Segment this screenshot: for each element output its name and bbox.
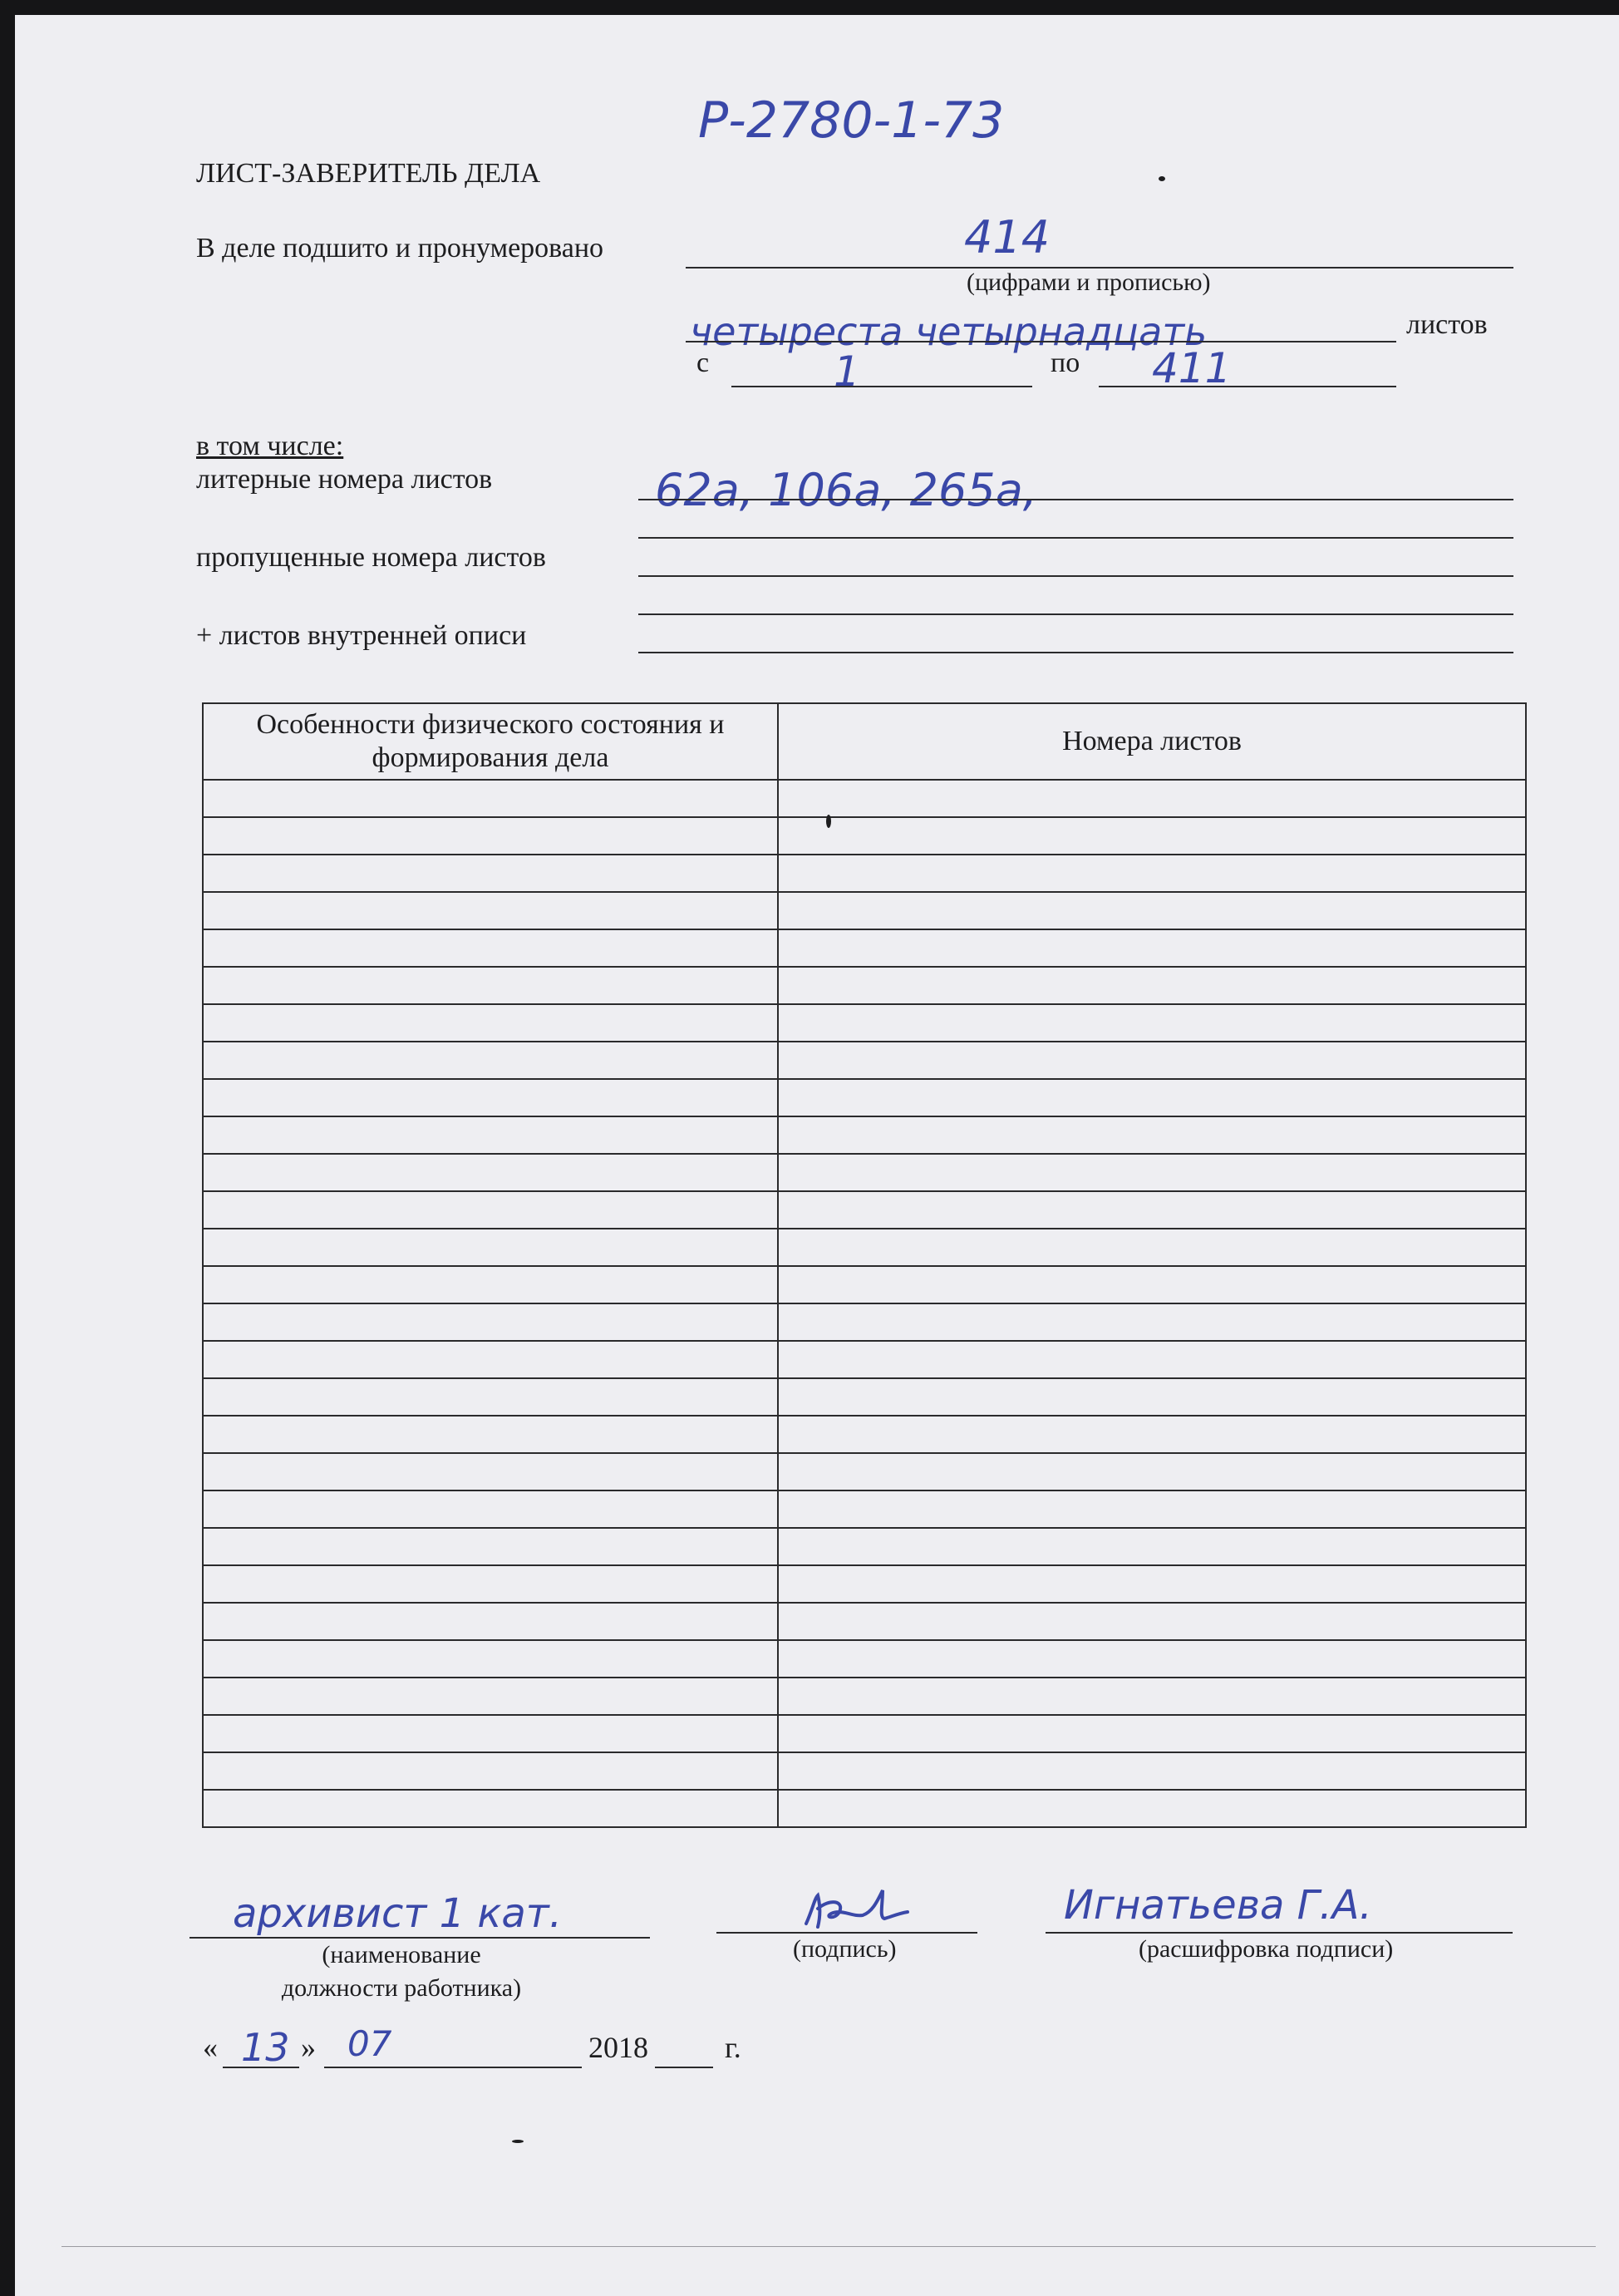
- archive-code: Р-2780-1-73: [698, 91, 1005, 150]
- table-cell-feature: [203, 780, 778, 817]
- table-cell-feature: [203, 1004, 778, 1042]
- ink-speck: [512, 2140, 524, 2143]
- to-value: 411: [1152, 344, 1232, 392]
- date-month: 07: [347, 2023, 392, 2064]
- table-row: [203, 1266, 1526, 1303]
- date-year-line: [655, 2067, 713, 2068]
- table-cell-sheets: [778, 1490, 1526, 1528]
- letter-sheets-value: 62а, 106а, 265а,: [655, 464, 1037, 516]
- letter-sheets-label: литерные номера листов: [196, 464, 493, 495]
- page-title: ЛИСТ-ЗАВЕРИТЕЛЬ ДЕЛА: [196, 158, 541, 189]
- table-row: [203, 1378, 1526, 1416]
- table-cell-sheets: [778, 1528, 1526, 1565]
- table-cell-feature: [203, 1715, 778, 1752]
- date-day-line: [223, 2067, 299, 2068]
- table-cell-sheets: [778, 1229, 1526, 1266]
- table-cell-sheets: [778, 967, 1526, 1004]
- from-label: с: [696, 347, 710, 378]
- table-cell-feature: [203, 967, 778, 1004]
- name-line: [1046, 1932, 1513, 1934]
- table-cell-sheets: [778, 1715, 1526, 1752]
- table-cell-feature: [203, 1640, 778, 1678]
- table-cell-sheets: [778, 1453, 1526, 1490]
- count-hint: (цифрами и прописью): [967, 269, 1211, 296]
- from-line: [731, 386, 1032, 387]
- to-line: [1099, 386, 1396, 387]
- table-cell-feature: [203, 1416, 778, 1453]
- table-row: [203, 1303, 1526, 1341]
- name-label: (расшифровка подписи): [1139, 1935, 1394, 1963]
- date-close-quote: »: [301, 2031, 316, 2064]
- missing-line-2: [638, 613, 1513, 615]
- table-row: [203, 1490, 1526, 1528]
- table-row: [203, 855, 1526, 892]
- table-row: [203, 1603, 1526, 1640]
- table-cell-feature: [203, 855, 778, 892]
- including-label: в том числе:: [196, 431, 344, 461]
- table-cell-sheets: [778, 855, 1526, 892]
- position-label: (наименование должности работника): [281, 1941, 522, 2002]
- table-cell-sheets: [778, 1603, 1526, 1640]
- bottom-rule: [62, 2246, 1596, 2247]
- table-row: [203, 1752, 1526, 1790]
- table-cell-sheets: [778, 1416, 1526, 1453]
- table-cell-sheets: [778, 780, 1526, 817]
- table-row: [203, 1565, 1526, 1603]
- table-row: [203, 1079, 1526, 1116]
- table-cell-feature: [203, 892, 778, 929]
- count-label: В деле подшито и пронумеровано: [196, 233, 604, 264]
- table-cell-sheets: [778, 1191, 1526, 1229]
- table-cell-sheets: [778, 1004, 1526, 1042]
- name-value: Игнатьева Г.А.: [1064, 1882, 1372, 1929]
- date-month-line: [324, 2067, 582, 2068]
- sheets-label: листов: [1406, 309, 1488, 340]
- physical-state-table: [202, 702, 1527, 1828]
- table-cell-sheets: [778, 1341, 1526, 1378]
- table-row: [203, 1154, 1526, 1191]
- table-row: [203, 1416, 1526, 1453]
- table-cell-feature: [203, 1079, 778, 1116]
- letter-line-1: [638, 499, 1513, 500]
- count-words-line: [686, 341, 1396, 342]
- table-row: [203, 892, 1526, 929]
- table-row: [203, 1191, 1526, 1229]
- date-open-quote: «: [203, 2031, 218, 2064]
- table-cell-feature: [203, 1116, 778, 1154]
- table-cell-feature: [203, 1229, 778, 1266]
- table-cell-sheets: [778, 1154, 1526, 1191]
- letter-line-2: [638, 537, 1513, 539]
- table-cell-sheets: [778, 1378, 1526, 1416]
- table-cell-feature: [203, 1678, 778, 1715]
- table-row: [203, 1341, 1526, 1378]
- table-cell-sheets: [778, 1565, 1526, 1603]
- date-day: 13: [241, 2025, 290, 2070]
- table-row: [203, 929, 1526, 967]
- table-cell-sheets: [778, 1303, 1526, 1341]
- table-cell-feature: [203, 1303, 778, 1341]
- signature-line: [716, 1932, 977, 1934]
- table-body: [203, 780, 1526, 1827]
- date-year: 2018: [588, 2031, 648, 2064]
- table-cell-feature: [203, 1154, 778, 1191]
- table-cell-sheets: [778, 1079, 1526, 1116]
- table-cell-sheets: [778, 1266, 1526, 1303]
- table-row: [203, 1790, 1526, 1827]
- table-cell-feature: [203, 1191, 778, 1229]
- table-cell-feature: [203, 1378, 778, 1416]
- table-row: [203, 1640, 1526, 1678]
- table-cell-sheets: [778, 929, 1526, 967]
- signature-label: (подпись): [793, 1935, 897, 1963]
- table-cell-feature: [203, 1565, 778, 1603]
- missing-sheets-label: пропущенные номера листов: [196, 542, 546, 573]
- table-row: [203, 1042, 1526, 1079]
- inventory-label: + листов внутренней описи: [196, 620, 527, 651]
- ink-speck: [826, 815, 831, 828]
- col1-header: Особенности физического состояния и формирования дела: [203, 703, 778, 780]
- table-row: [203, 780, 1526, 817]
- table-header-row: [203, 703, 1526, 780]
- table-cell-feature: [203, 1490, 778, 1528]
- table-row: [203, 817, 1526, 855]
- table-cell-feature: [203, 1603, 778, 1640]
- table-row: [203, 1715, 1526, 1752]
- table-cell-feature: [203, 1790, 778, 1827]
- table-row: [203, 1453, 1526, 1490]
- count-words: четыреста четырнадцать: [690, 309, 1208, 354]
- document-page: [15, 15, 1619, 2296]
- table-cell-feature: [203, 929, 778, 967]
- table-row: [203, 1229, 1526, 1266]
- missing-line-1: [638, 575, 1513, 577]
- table-row: [203, 1528, 1526, 1565]
- date-suffix: г.: [725, 2031, 741, 2064]
- table-cell-feature: [203, 1042, 778, 1079]
- table-cell-feature: [203, 1266, 778, 1303]
- table-cell-sheets: [778, 1752, 1526, 1790]
- table-row: [203, 1116, 1526, 1154]
- table-cell-feature: [203, 1528, 778, 1565]
- from-value: 1: [834, 347, 860, 396]
- table-cell-feature: [203, 817, 778, 855]
- table-cell-sheets: [778, 892, 1526, 929]
- table-row: [203, 1004, 1526, 1042]
- position-value: архивист 1 кат.: [233, 1890, 562, 1937]
- to-label: по: [1051, 347, 1080, 378]
- table-row: [203, 1678, 1526, 1715]
- table-cell-sheets: [778, 1790, 1526, 1827]
- table-row: [203, 967, 1526, 1004]
- table-cell-feature: [203, 1341, 778, 1378]
- col2-header: Номера листов: [778, 703, 1526, 780]
- count-digits: 414: [964, 211, 1051, 264]
- table-cell-sheets: [778, 1042, 1526, 1079]
- table-cell-feature: [203, 1453, 778, 1490]
- table-cell-feature: [203, 1752, 778, 1790]
- ink-speck: [1159, 176, 1165, 181]
- table-cell-sheets: [778, 817, 1526, 855]
- table-cell-sheets: [778, 1640, 1526, 1678]
- table-cell-sheets: [778, 1678, 1526, 1715]
- inventory-line: [638, 652, 1513, 653]
- table-cell-sheets: [778, 1116, 1526, 1154]
